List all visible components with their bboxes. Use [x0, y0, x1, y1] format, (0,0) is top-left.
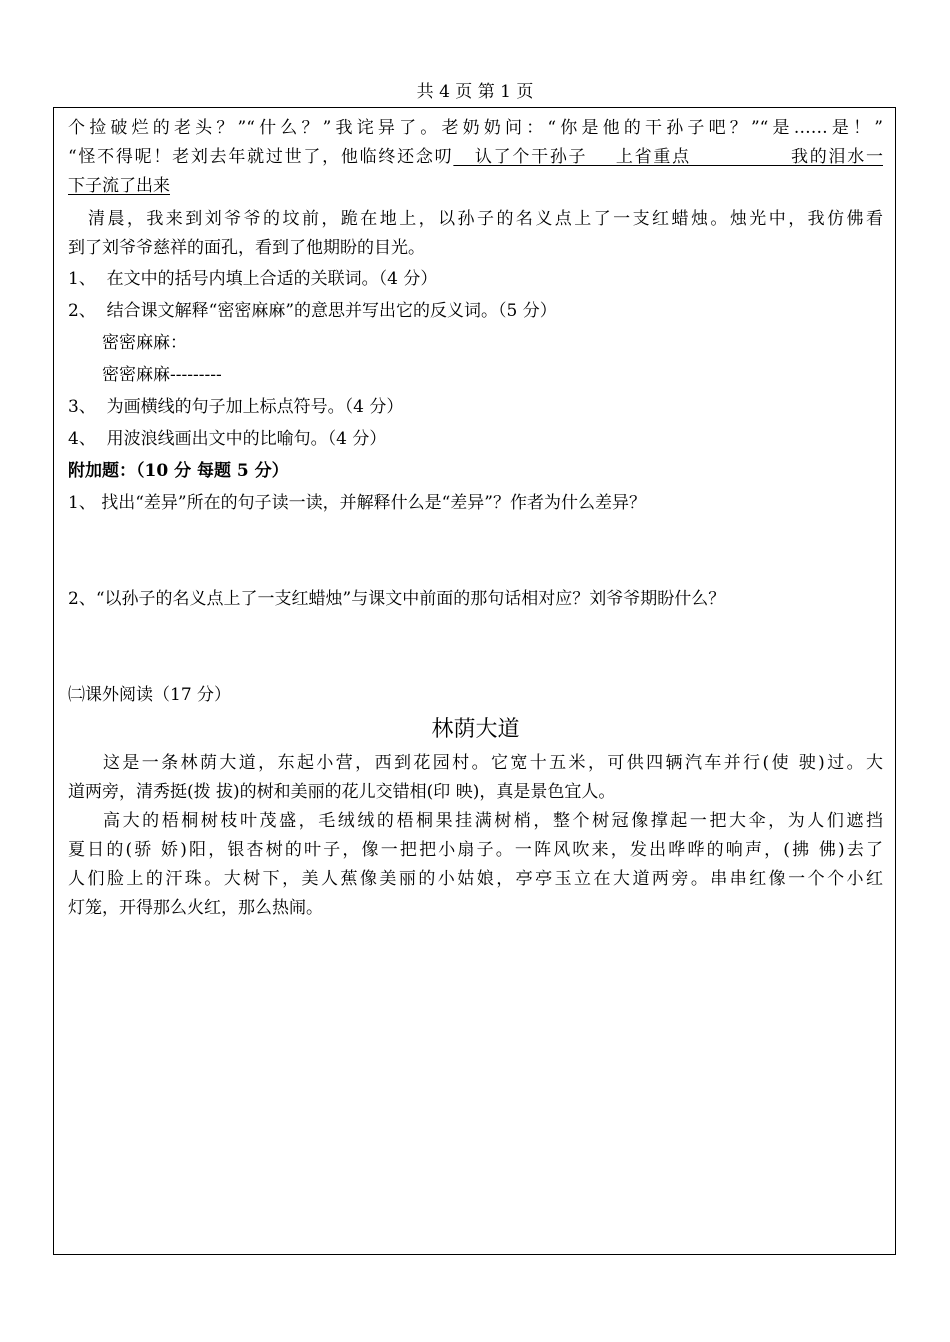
reading-line: 这是一条林荫大道，东起小营，西到花园村。它宽十五米，可供四辆汽车并行(使 驶)过。大 — [103, 753, 883, 773]
reading-title: 林荫大道 — [431, 717, 520, 742]
bonus-heading: 附加题：（10 分 每题 5 分） — [68, 461, 289, 481]
underlined-sentence: 认了个干孙子 上省重点 我的泪水一 — [453, 147, 883, 167]
question-number: 4、 — [68, 429, 96, 449]
question-number: 2、 — [68, 301, 96, 321]
question-text: 在文中的括号内填上合适的关联词。（4 分） — [106, 269, 438, 289]
page-number-header: 共 4 页 第 1 页 — [416, 82, 534, 102]
question-number: 3、 — [68, 397, 96, 417]
answer-line-2: 密密麻麻--------- — [102, 365, 222, 385]
reading-line: 道两旁，清秀挺(拨 拔)的树和美丽的花儿交错相(印 映)，真是景色宜人。 — [68, 782, 616, 802]
question-4 — [68, 423, 883, 455]
content-frame — [53, 107, 896, 1255]
question-1 — [68, 263, 883, 295]
answer-space — [68, 615, 883, 679]
answer-space — [68, 519, 883, 583]
question-2 — [68, 295, 883, 327]
question-number: 1、 — [68, 269, 96, 289]
bonus-question-1: 1、 找出“差异”所在的句子读一读，并解释什么是“差异”？作者为什么差异？ — [68, 493, 646, 513]
section-label: ㈡课外阅读（17 分） — [68, 685, 232, 705]
reading-line: 高大的梧桐树枝叶茂盛，毛绒绒的梧桐果挂满树梢，整个树冠像撑起一把大伞，为人们遮挡 — [103, 811, 883, 831]
passage-paragraph-line: 清晨，我来到刘爷爷的坟前，跪在地上，以孙子的名义点上了一支红蜡烛。烛光中，我仿佛看 — [88, 209, 883, 229]
question-3 — [68, 391, 883, 423]
bonus-question-2: 2、“以孙子的名义点上了一支红蜡烛”与课文中前面的那句话相对应？刘爷爷期盼什么？ — [68, 589, 726, 609]
content-body — [68, 114, 883, 923]
passage-line-with-underline — [68, 143, 883, 172]
question-text: 为画横线的句子加上标点符号。（4 分） — [106, 397, 404, 417]
passage-line: 个捡破烂的老头？”“什么？”我诧异了。老奶奶问：“你是他的干孙子吧？”“是……是！” — [68, 118, 883, 138]
question-text: 结合课文解释“密密麻麻”的意思并写出它的反义词。（5 分） — [106, 301, 557, 321]
answer-line-1: 密密麻麻： — [102, 333, 187, 353]
underlined-sentence-end: 下子流了出来 — [68, 176, 170, 196]
reading-line: 人们脸上的汗珠。大树下，美人蕉像美丽的小姑娘，亭亭玉立在大道两旁。串串红像一个个小红 — [68, 869, 883, 889]
question-text: 用波浪线画出文中的比喻句。（4 分） — [106, 429, 387, 449]
reading-line: 灯笼，开得那么火红，那么热闹。 — [68, 898, 323, 918]
reading-line: 夏日的(骄 娇)阳，银杏树的叶子，像一把把小扇子。一阵风吹来，发出哗哗的响声，(拂 佛)去了 — [68, 840, 883, 860]
passage-text: “怪不得呢！老刘去年就过世了，他临终还念叨 — [68, 147, 454, 167]
passage-line — [68, 172, 883, 201]
passage-paragraph-line: 到了刘爷爷慈祥的面孔，看到了他期盼的目光。 — [68, 238, 425, 258]
